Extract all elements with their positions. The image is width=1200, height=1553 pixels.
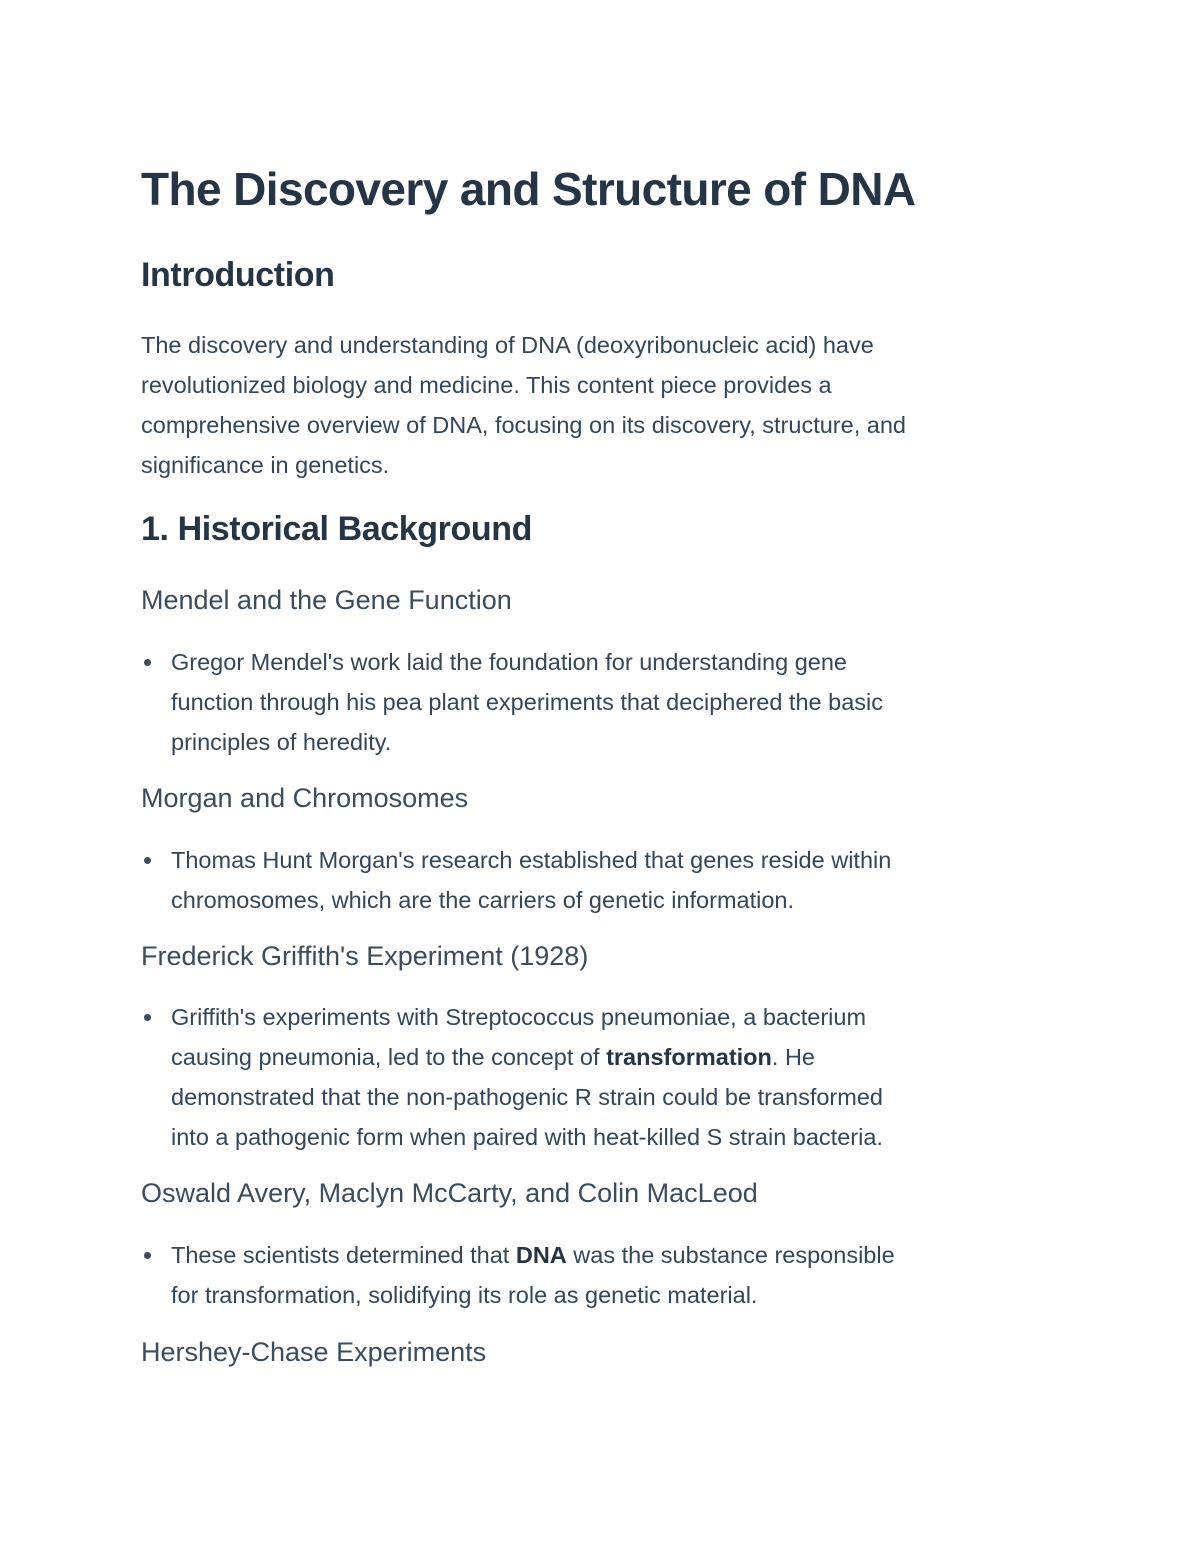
avery-heading: Oswald Avery, Maclyn McCarty, and Colin MacLeod: [141, 1178, 758, 1208]
mendel-list: [141, 642, 1041, 762]
introduction-heading: Introduction: [141, 256, 335, 294]
introduction-paragraph: [141, 325, 1041, 485]
griffith-list: [141, 997, 1041, 1157]
list-item: Gregor Mendel's work laid the foundation for understanding gene function through his pea plant experiments that deciphered the basic principles of heredity.: [141, 642, 1041, 762]
dna-term: DNA: [515, 1242, 567, 1268]
bullet-icon: [144, 1252, 151, 1259]
list-item: Griffith's experiments with Streptococcus pneumoniae, a bacterium causing pneumonia, led to the concept of transformation. He demonstrated that the non-pathogenic R strain could be transformed into a pathogenic form when paired with heat-killed S strain bacteria.: [141, 997, 1041, 1157]
bullet-icon: [144, 857, 151, 864]
bullet-icon: [144, 659, 151, 666]
mendel-heading: Mendel and the Gene Function: [141, 585, 512, 615]
avery-list: [141, 1235, 1041, 1315]
list-item: These scientists determined that DNA was the substance responsible for transformation, solidifying its role as genetic material.: [141, 1235, 1041, 1315]
historical-background-heading: 1. Historical Background: [141, 510, 532, 548]
transformation-term: transformation: [606, 1044, 772, 1070]
bullet-icon: [144, 1014, 151, 1021]
hershey-chase-heading: Hershey-Chase Experiments: [141, 1337, 487, 1367]
list-item: Thomas Hunt Morgan's research established that genes reside within chromosomes, which are the carriers of genetic information.: [141, 840, 1041, 920]
introduction-line: The discovery and understanding of DNA (deoxyribonucleic acid) have: [141, 332, 874, 358]
griffith-heading: Frederick Griffith's Experiment (1928): [141, 941, 589, 971]
morgan-list: [141, 840, 1041, 920]
introduction-line: significance in genetics.: [141, 452, 390, 478]
introduction-line: comprehensive overview of DNA, focusing on its discovery, structure, and: [141, 412, 906, 438]
document-title: The Discovery and Structure of DNA: [141, 163, 916, 215]
morgan-heading: Morgan and Chromosomes: [141, 783, 469, 813]
introduction-line: revolutionized biology and medicine. This content piece provides a: [141, 372, 832, 398]
